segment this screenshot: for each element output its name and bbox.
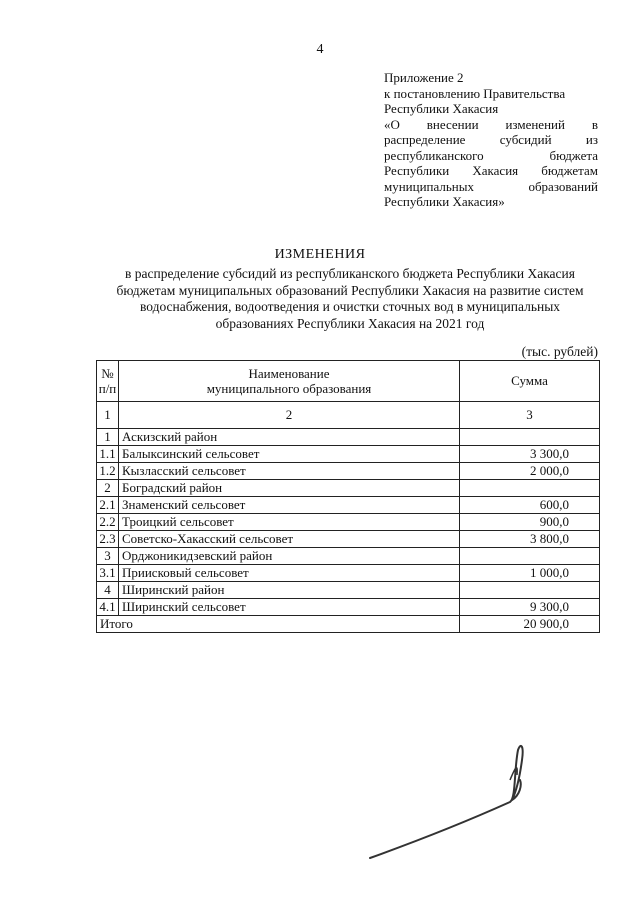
appendix-line: Республики Хакасия бюджетам <box>384 163 598 178</box>
index-cell: 3 <box>460 402 600 429</box>
appendix-line: муниципальных образований <box>384 178 598 194</box>
signature <box>360 740 560 870</box>
appendix-line: «О внесении изменений в <box>384 116 598 132</box>
table-row <box>97 463 600 480</box>
index-cell: 2 <box>119 402 460 429</box>
document-subtitle <box>100 266 600 332</box>
row-sum-cell: 2 000,0 <box>460 463 600 480</box>
table-row <box>97 446 600 463</box>
subtitle-line: бюджетам муниципальных образований Республики Хакасия на развитие систем <box>116 282 584 298</box>
row-number-cell: 2.2 <box>97 514 119 531</box>
subtitle-line: водоснабжения, водоотведения и очистки сточных вод в муниципальных <box>139 299 561 314</box>
total-sum: 20 900,0 <box>460 616 600 633</box>
row-number-cell: 2.3 <box>97 531 119 548</box>
subtitle-line: образованиях Республики Хакасия на 2021 год <box>215 315 485 331</box>
header-sum: Сумма <box>460 361 600 402</box>
row-name-cell: Знаменский сельсовет <box>119 497 460 514</box>
units-label: (тыс. рублей) <box>521 344 598 359</box>
table-row <box>97 480 600 497</box>
appendix-line: республиканского бюджета <box>384 147 598 163</box>
row-number-cell: 1 <box>97 429 119 446</box>
row-name-cell: Троицкий сельсовет <box>119 514 460 531</box>
row-sum-cell: 1 000,0 <box>460 565 600 582</box>
row-sum-cell: 9 300,0 <box>460 599 600 616</box>
appendix-line: к постановлению Правительства <box>384 85 566 101</box>
row-sum-cell: 600,0 <box>460 497 600 514</box>
appendix-line: распределение субсидий из <box>384 132 598 147</box>
table-row <box>97 565 600 582</box>
row-name-cell: Советско-Хакасский сельсовет <box>119 531 460 548</box>
row-name-cell: Балыксинский сельсовет <box>119 446 460 463</box>
header-name-line: муниципального образования <box>206 381 372 396</box>
row-sum-cell: 900,0 <box>460 514 600 531</box>
table-row <box>97 514 600 531</box>
header-number-line: п/п <box>98 381 117 396</box>
row-sum-cell <box>460 548 600 565</box>
subtitle-line: в распределение субсидий из республиканского бюджета Республики Хакасия <box>125 266 575 281</box>
header-number <box>97 361 119 402</box>
table-row <box>97 429 600 446</box>
row-name-cell: Ширинский сельсовет <box>119 599 460 616</box>
total-row <box>97 616 600 633</box>
table-header-row <box>97 361 600 402</box>
index-cell: 1 <box>97 402 119 429</box>
page-number: 4 <box>316 42 324 57</box>
row-sum-cell: 3 300,0 <box>460 446 600 463</box>
row-sum-cell <box>460 582 600 599</box>
row-number-cell: 4.1 <box>97 599 119 616</box>
appendix-block <box>384 70 598 210</box>
row-number-cell: 4 <box>97 582 119 599</box>
row-number-cell: 1.1 <box>97 446 119 463</box>
table-row <box>97 497 600 514</box>
row-number-cell: 3.1 <box>97 565 119 582</box>
row-sum-cell <box>460 429 600 446</box>
row-sum-cell: 3 800,0 <box>460 531 600 548</box>
table-row <box>97 548 600 565</box>
row-sum-cell <box>460 480 600 497</box>
row-number-cell: 3 <box>97 548 119 565</box>
document-title: ИЗМЕНЕНИЯ <box>274 247 366 262</box>
row-name-cell: Орджоникидзевский район <box>119 548 460 565</box>
appendix-line: Приложение 2 <box>384 70 464 85</box>
row-number-cell: 2 <box>97 480 119 497</box>
index-row <box>97 402 600 429</box>
header-name <box>119 361 460 402</box>
row-name-cell: Ширинский район <box>119 582 460 599</box>
header-name-line: Наименование <box>248 366 330 381</box>
total-label: Итого <box>97 616 460 633</box>
row-name-cell: Боградский район <box>119 480 460 497</box>
subsidies-table <box>96 360 600 633</box>
header-number-line: № <box>101 366 114 381</box>
row-name-cell: Кызласский сельсовет <box>119 463 460 480</box>
appendix-line: Республики Хакасия <box>384 101 499 116</box>
row-number-cell: 1.2 <box>97 463 119 480</box>
row-name-cell: Приисковый сельсовет <box>119 565 460 582</box>
row-number-cell: 2.1 <box>97 497 119 514</box>
table-row <box>97 599 600 616</box>
table-row <box>97 531 600 548</box>
row-name-cell: Аскизский район <box>119 429 460 446</box>
table-row <box>97 582 600 599</box>
appendix-line: Республики Хакасия» <box>384 194 505 209</box>
